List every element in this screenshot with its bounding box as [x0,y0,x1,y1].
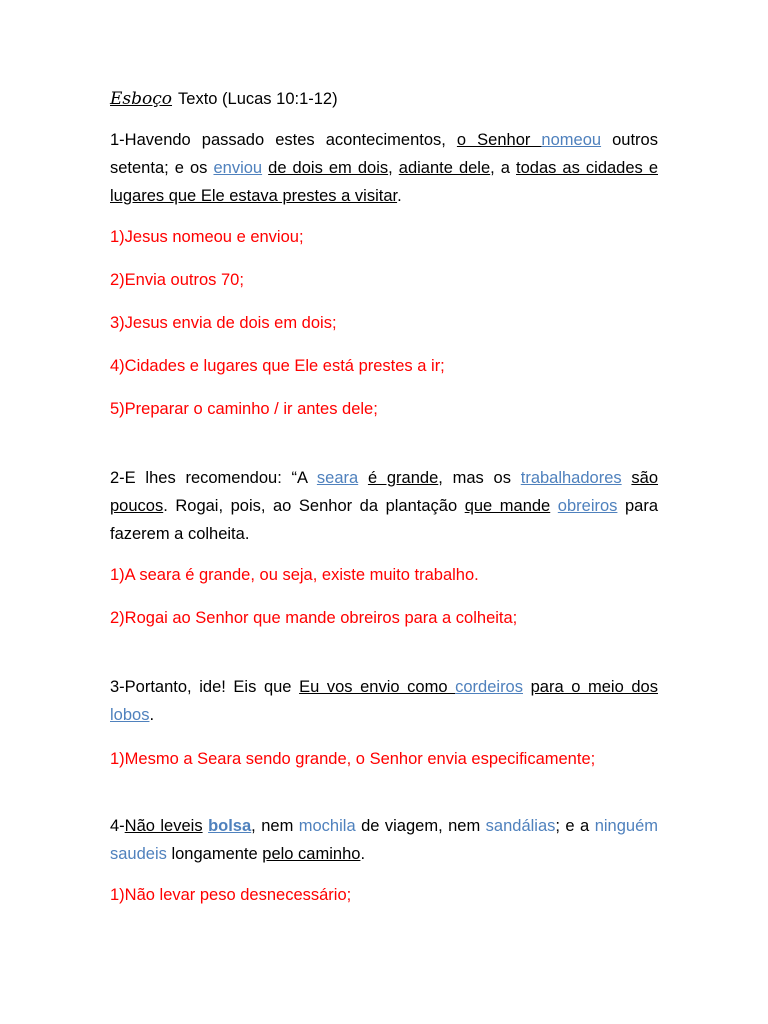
outline-point: 5)Preparar o caminho / ir antes dele; [110,400,378,418]
highlight-run: mochila [298,817,356,835]
spacer [110,650,658,673]
text-run: , a [490,159,517,177]
highlight-run: trabalhadores [520,469,622,487]
underlined-run: o Senhor [456,131,542,149]
highlight-run: lobos [110,706,150,724]
underlined-run: Não leveis [124,817,203,835]
text-run: de viagem, nem [355,817,486,835]
verse-paragraph-4 [110,812,658,868]
text-run: 1-Havendo passado estes acontecimentos, [110,131,457,149]
underlined-run: que mande [464,497,551,515]
text-run [523,678,531,696]
text-run: ; e a [555,817,595,835]
outline-point: 1)A seara é grande, ou seja, existe muito trabalho. [110,566,479,584]
highlight-run: bolsa [208,817,252,835]
underlined-run: é grande [367,469,439,487]
text-run: , nem [251,817,299,835]
highlight-run: nomeou [541,131,602,149]
text-run: 4- [110,817,125,835]
text-run: outros setenta; e os [110,131,658,177]
text-run: . [149,706,155,724]
spacer [110,441,658,464]
outline-point: 1)Mesmo a Seara sendo grande, o Senhor envia especificamente; [110,750,596,768]
underlined-run: todas as cidades e lugares que Ele estava prestes a visitar [110,159,658,205]
title-script: Esboço [110,89,173,109]
text-run: 2-E lhes recomendou: “A [110,469,317,487]
outline-point: 1)Jesus nomeou e enviou; [110,228,304,246]
text-run [550,497,558,515]
outline-point: 2)Envia outros 70; [110,271,244,289]
underlined-run: de dois em dois [268,159,389,177]
outline-point: 4)Cidades e lugares que Ele está prestes a ir; [110,357,445,375]
underlined-run: são poucos [110,469,659,515]
verse-paragraph-1 [110,126,658,210]
text-run [622,469,632,487]
underlined-run: Eu vos envio como [299,678,456,696]
text-run: . Rogai, pois, ao Senhor da plantação [163,497,465,515]
text-run: para fazerem a colheita. [110,497,658,543]
spacer [110,789,658,812]
text-run: , mas os [438,469,521,487]
verse-paragraph-3 [110,673,658,729]
underlined-run: adiante dele [398,159,491,177]
outline-point: 2)Rogai ao Senhor que mande obreiros para a colheita; [110,609,518,627]
text-run [358,469,368,487]
text-run: 3-Portanto, ide! Eis que [110,678,300,696]
document-title [110,88,658,110]
underlined-run: pelo caminho [262,845,361,863]
verse-paragraph-2 [110,464,658,548]
text-run: . [360,845,366,863]
title-text: Texto (Lucas 10:1-12) [178,90,338,108]
highlight-run: cordeiros [455,678,523,696]
highlight-run: enviou [213,159,263,177]
text-run: longamente [166,845,263,863]
highlight-run: ninguém saudeis [110,817,658,863]
text-run: . [397,187,402,205]
outline-point: 3)Jesus envia de dois em dois; [110,314,337,332]
highlight-run: seara [316,469,359,487]
highlight-run: sandálias [485,817,556,835]
outline-point: 1)Não levar peso desnecessário; [110,886,352,904]
text-run: , [388,159,399,177]
underlined-run: para o meio dos [530,678,658,696]
highlight-run: obreiros [557,497,618,515]
